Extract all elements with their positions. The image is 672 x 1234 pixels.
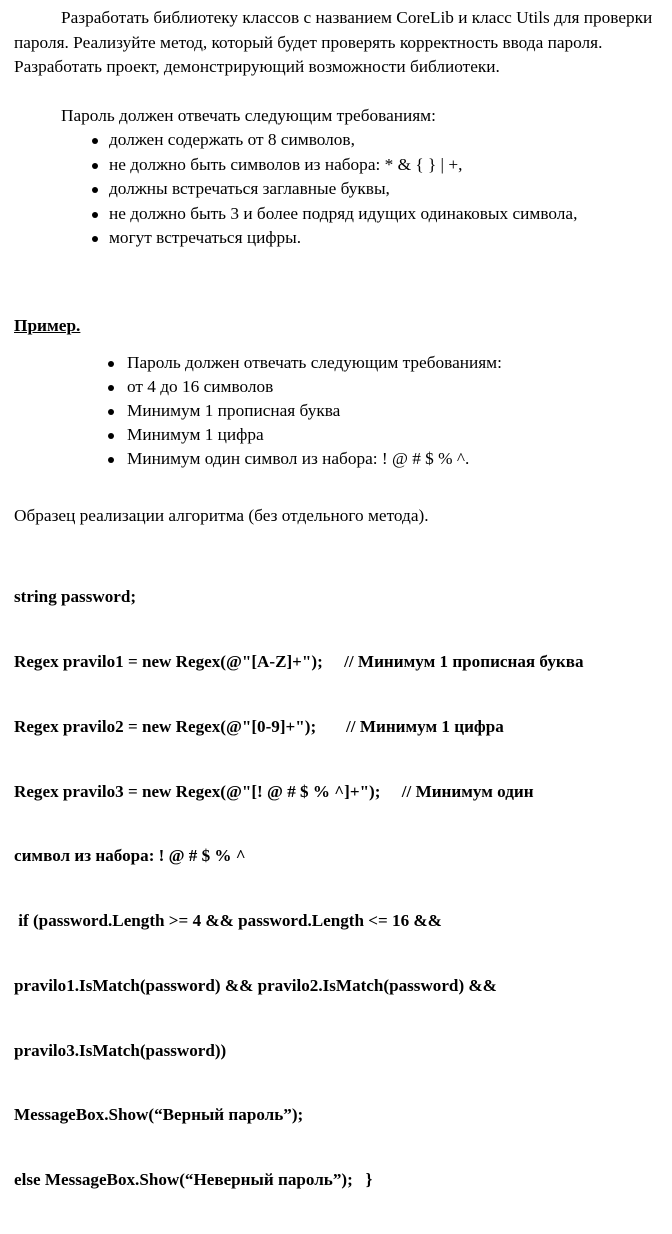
list-item: Минимум один символ из набора: ! @ # $ % ^. <box>108 447 502 471</box>
bullet-icon <box>92 212 98 218</box>
intro-paragraph: Разработать библиотеку классов с названием CoreLib и класс Utils для проверки пароля. Реализуйте метод, который будет проверять корректность ввода пароля. Разработать проект, демонстрирующий возможности библиотеки. <box>14 8 653 76</box>
list-item: могут встречаться цифры. <box>92 226 577 251</box>
bullet-icon <box>108 385 114 391</box>
bullet-icon <box>92 138 98 144</box>
code-line: else MessageBox.Show(“Неверный пароль”); } <box>14 1170 373 1190</box>
list-item: должен содержать от 8 символов, <box>92 128 577 153</box>
code-block <box>14 543 584 1234</box>
bullet-icon <box>108 457 114 463</box>
bullet-icon <box>92 163 98 169</box>
code-line: pravilo3.IsMatch(password)) <box>14 1040 227 1060</box>
list-item: Минимум 1 прописная буква <box>108 399 502 423</box>
sample-label: Образец реализации алгоритма (без отдельного метода). <box>14 506 429 525</box>
bullet-icon <box>108 361 114 367</box>
bullet-icon <box>108 409 114 415</box>
list-item: Пароль должен отвечать следующим требованиям: <box>108 351 502 375</box>
code-line: Regex pravilo2 = new Regex(@"[0-9]+"); // Минимум 1 цифра <box>14 716 504 736</box>
example-list <box>108 351 502 471</box>
list-item: от 4 до 16 символов <box>108 375 502 399</box>
list-item: не должно быть 3 и более подряд идущих одинаковых символа, <box>92 202 577 227</box>
requirements-list <box>92 128 577 251</box>
bullet-icon <box>92 187 98 193</box>
bullet-icon <box>92 236 98 242</box>
code-line: string password; <box>14 587 137 607</box>
code-line: MessageBox.Show(“Верный пароль”); <box>14 1105 304 1125</box>
code-line: Regex pravilo1 = new Regex(@"[A-Z]+"); // Минимум 1 прописная буква <box>14 651 584 671</box>
list-item: не должно быть символов из набора: * & { } | +, <box>92 153 577 178</box>
list-item: Минимум 1 цифра <box>108 423 502 447</box>
list-item: должны встречаться заглавные буквы, <box>92 177 577 202</box>
code-line: if (password.Length >= 4 && password.Length <= 16 && <box>14 911 442 931</box>
code-line: pravilo1.IsMatch(password) && pravilo2.IsMatch(password) && <box>14 975 497 995</box>
bullet-icon <box>108 433 114 439</box>
code-line: символ из набора: ! @ # $ % ^ <box>14 846 246 866</box>
intro-block <box>14 6 654 80</box>
code-line: Regex pravilo3 = new Regex(@"[! @ # $ % ^]+"); // Минимум один <box>14 781 534 801</box>
example-title: Пример. <box>14 316 81 335</box>
requirements-heading: Пароль должен отвечать следующим требованиям: <box>61 106 436 125</box>
